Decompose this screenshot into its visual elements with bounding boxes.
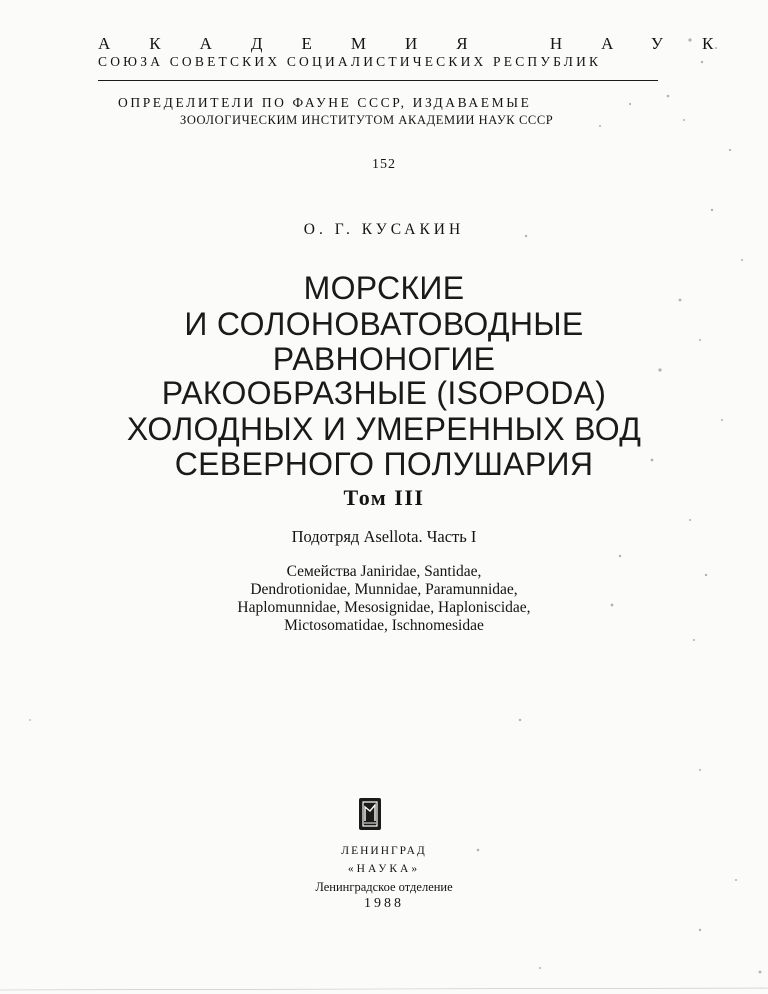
union-heading: СОЮЗА СОВЕТСКИХ СОЦИАЛИСТИЧЕСКИХ РЕСПУБЛИК xyxy=(98,54,602,69)
header-rule xyxy=(98,80,658,81)
nauka-publisher-logo-icon xyxy=(358,797,382,831)
author-name: О. Г. КУСАКИН xyxy=(303,221,465,238)
academy-heading: АКАДЕМИЯ НАУК xyxy=(98,34,753,53)
book-title-line-4: РАКООБРАЗНЫЕ (ISOPODA) xyxy=(161,375,607,411)
imprint-year: 1988 xyxy=(364,896,404,911)
book-title-line-6: СЕВЕРНОГО ПОЛУШАРИЯ xyxy=(174,446,594,482)
families-line-2: Dendrotionidae, Munnidae, Paramunnidae, xyxy=(250,581,518,598)
book-title-line-5: ХОЛОДНЫХ И УМЕРЕННЫХ ВОД xyxy=(126,411,642,447)
book-title-line-3: РАВНОНОГИЕ xyxy=(272,341,496,377)
series-number: 152 xyxy=(372,157,396,172)
imprint-publisher: «НАУКА» xyxy=(347,863,421,875)
families-line-1: Семейства Janiridae, Santidae, xyxy=(286,563,482,580)
series-title-line-2: ЗООЛОГИЧЕСКИМ ИНСТИТУТОМ АКАДЕМИИ НАУК СССР xyxy=(180,113,554,127)
families-line-4: Mictosomatidae, Ischnomesidae xyxy=(284,617,484,634)
series-title-line-1: ОПРЕДЕЛИТЕЛИ ПО ФАУНЕ СССР, ИЗДАВАЕМЫЕ xyxy=(118,95,532,110)
families-line-3: Haplomunnidae, Mesosignidae, Haploniscidae, xyxy=(237,599,531,616)
book-title-line-2: И СОЛОНОВАТОВОДНЫЕ xyxy=(184,306,584,342)
volume-label: Том III xyxy=(343,485,425,510)
imprint-branch: Ленинградское отделение xyxy=(315,880,453,894)
book-title-line-1: МОРСКИЕ xyxy=(303,270,465,306)
suborder-label: Подотряд Asellota. Часть I xyxy=(291,527,477,546)
imprint-city: ЛЕНИНГРАД xyxy=(341,845,427,857)
